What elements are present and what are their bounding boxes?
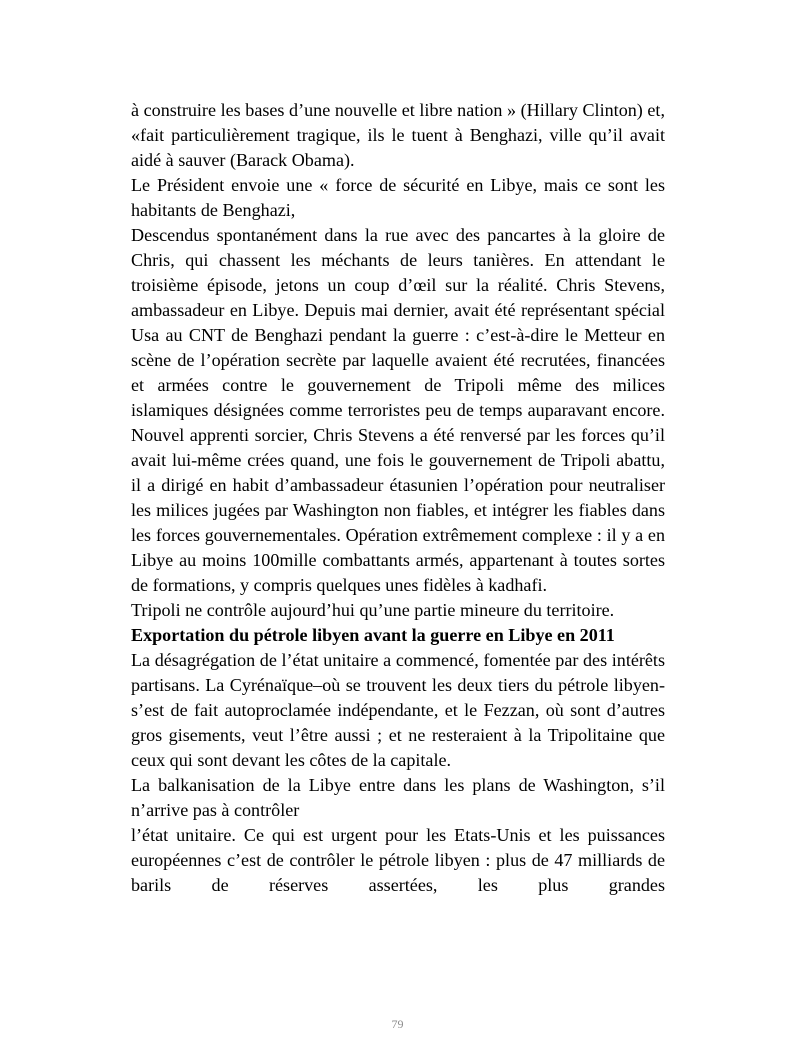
- paragraph-tripoli-control: Tripoli ne contrôle aujourd’hui qu’une partie mineure du territoire.: [131, 600, 615, 620]
- document-page: [131, 98, 665, 898]
- paragraph-oil-control: l’état unitaire. Ce qui est urgent pour les Etats-Unis et les puissances européennes c’est de contrôler le pétrole libyen : plus de 47 milliards de barils de réserves assertées, les plus grandes: [131, 825, 665, 895]
- page-number: 79: [391, 1017, 404, 1031]
- section-heading: Exportation du pétrole libyen avant la guerre en Libye en 2011: [131, 625, 615, 645]
- paragraph-clinton-obama-quotes: à construire les bases d’une nouvelle et libre nation » (Hillary Clinton) et, «fait particulièrement tragique, ils le tuent à Benghazi, ville qu’il avait aidé à sauver (Barack Obama).: [131, 100, 665, 170]
- paragraph-disintegration: La désagrégation de l’état unitaire a commencé, fomentée par des intérêts partisans. La Cyrénaïque–où se trouvent les deux tiers du pétrole libyen- s’est de fait autoproclamée indépendante, et le Fezzan, où sont d’autres gros gisements, veut l’être aussi ; et ne resteraient à la Tripolitaine que ceux qui sont devant les côtes de la capitale.: [131, 650, 665, 770]
- paragraph-chris-stevens: Descendus spontanément dans la rue avec des pancartes à la gloire de Chris, qui chassent les méchants de leurs tanières. En attendant le troisième épisode, jetons un coup d’œil sur la réalité. Chris Stevens, ambassadeur en Libye. Depuis mai dernier, avait été représentant spécial Usa au CNT de Benghazi pendant la guerre : c’est-à-dire le Metteur en scène de l’opération secrète par laquelle avaient été recrutées, financées et armées contre le gouvernement de Tripoli même des milices islamiques désignées comme terroristes peu de temps auparavant encore. Nouvel apprenti sorcier, Chris Stevens a été renversé par les forces qu’il avait lui-même crées quand, une fois le gouvernement de Tripoli abattu, il a dirigé en habit d’ambassadeur étasunien l’opération pour neutraliser les milices jugées par Washington non fiables, et intégrer les fiables dans les forces gouvernementales. Opération extrêmement complexe : il y a en Libye au moins 100mille combattants armés, appartenant à toutes sortes de formations, y compris quelques unes fidèles à kadhafi.: [131, 225, 665, 595]
- paragraph-security-force: Le Président envoie une « force de sécurité en Libye, mais ce sont les habitants de Benghazi,: [131, 175, 665, 220]
- paragraph-balkanisation: La balkanisation de la Libye entre dans les plans de Washington, s’il n’arrive pas à contrôler: [131, 775, 665, 820]
